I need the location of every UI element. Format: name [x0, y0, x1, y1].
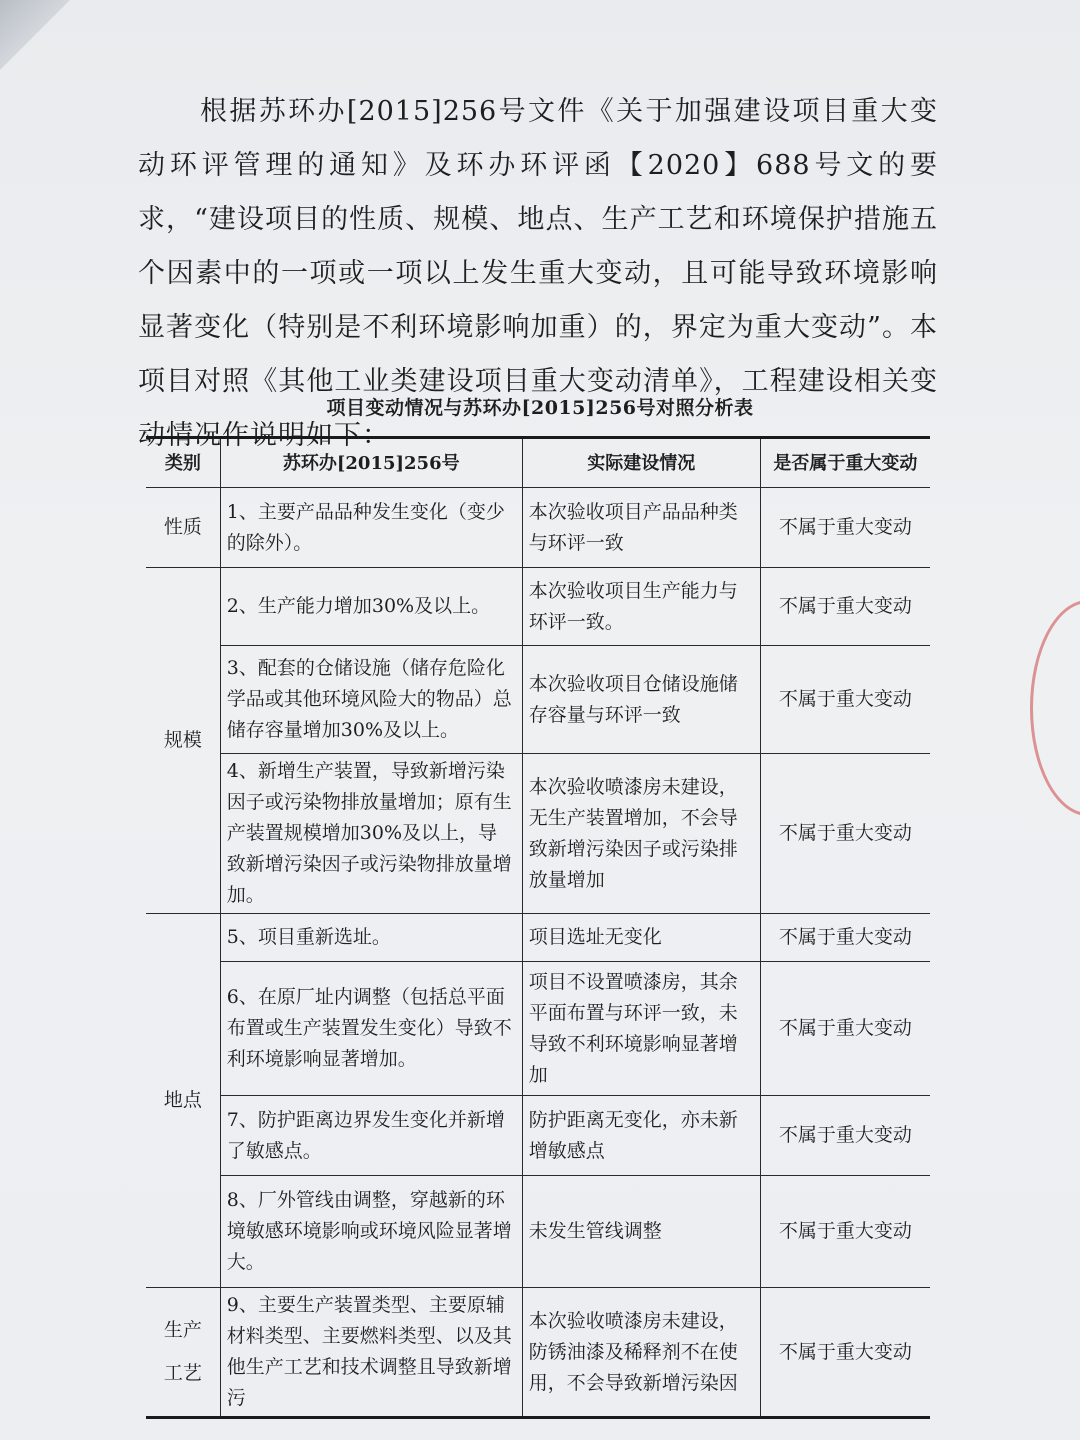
result-cell: 不属于重大变动	[760, 646, 930, 754]
actual-cell: 本次验收喷漆房未建设，防锈油漆及稀释剂不在使用，不会导致新增污染因	[522, 1288, 760, 1418]
requirement-cell: 6、在原厂址内调整（包括总平面布置或生产装置发生变化）导致不利环境影响显著增加。	[220, 962, 522, 1096]
actual-cell: 项目不设置喷漆房，其余平面布置与环评一致，未导致不利环境影响显著增加	[522, 962, 760, 1096]
table-header-row	[146, 438, 930, 488]
table-row	[146, 488, 930, 568]
header-major-change: 是否属于重大变动	[760, 438, 930, 488]
actual-cell: 项目选址无变化	[522, 914, 760, 962]
header-category: 类别	[146, 438, 220, 488]
category-process-line2: 工艺	[163, 1362, 202, 1384]
category-cell-process	[146, 1288, 220, 1418]
category-cell-location: 地点	[146, 914, 220, 1288]
comparison-table	[146, 436, 930, 1419]
requirement-cell: 5、项目重新选址。	[220, 914, 522, 962]
category-cell-scale: 规模	[146, 568, 220, 914]
table-row	[146, 1176, 930, 1288]
result-cell: 不属于重大变动	[760, 1096, 930, 1176]
actual-cell: 防护距离无变化，亦未新增敏感点	[522, 1096, 760, 1176]
table-row	[146, 914, 930, 962]
actual-cell: 本次验收项目产品品种类与环评一致	[522, 488, 760, 568]
actual-cell: 本次验收项目仓储设施储存容量与环评一致	[522, 646, 760, 754]
actual-cell: 未发生管线调整	[522, 1176, 760, 1288]
requirement-cell: 1、主要产品品种发生变化（变少的除外）。	[220, 488, 522, 568]
category-process-line1: 生产	[163, 1319, 202, 1341]
requirement-cell: 8、厂外管线由调整，穿越新的环境敏感环境影响或环境风险显著增大。	[220, 1176, 522, 1288]
result-cell: 不属于重大变动	[760, 568, 930, 646]
intro-paragraph: 根据苏环办[2015]256号文件《关于加强建设项目重大变动环评管理的通知》及环办环评函【2020】688号文的要求，“建设项目的性质、规模、地点、生产工艺和环境保护措施五个因素中的一项或一项以上发生重大变动，且可能导致环境影响显著变化（特别是不利环境影响加重）的，界定为重大变动”。本项目对照《其他工业类建设项目重大变动清单》，工程建设相关变动情况作说明如下：	[138, 96, 938, 451]
table-row	[146, 646, 930, 754]
result-cell: 不属于重大变动	[760, 914, 930, 962]
result-cell: 不属于重大变动	[760, 488, 930, 568]
requirement-cell: 7、防护距离边界发生变化并新增了敏感点。	[220, 1096, 522, 1176]
red-seal-stamp	[1030, 600, 1080, 816]
actual-cell: 本次验收喷漆房未建设，无生产装置增加，不会导致新增污染因子或污染排放量增加	[522, 754, 760, 914]
result-cell: 不属于重大变动	[760, 1288, 930, 1418]
page-corner-shadow	[0, 0, 70, 70]
table-row	[146, 1096, 930, 1176]
table-row	[146, 754, 930, 914]
table-row	[146, 1288, 930, 1418]
requirement-cell: 9、主要生产装置类型、主要原辅材料类型、主要燃料类型、以及其他生产工艺和技术调整且导致新增污	[220, 1288, 522, 1418]
header-requirement: 苏环办[2015]256号	[220, 438, 522, 488]
actual-cell: 本次验收项目生产能力与环评一致。	[522, 568, 760, 646]
requirement-cell: 2、生产能力增加30%及以上。	[220, 568, 522, 646]
requirement-cell: 3、配套的仓储设施（储存危险化学品或其他环境风险大的物品）总储存容量增加30%及以上。	[220, 646, 522, 754]
header-actual: 实际建设情况	[522, 438, 760, 488]
result-cell: 不属于重大变动	[760, 1176, 930, 1288]
table-row	[146, 962, 930, 1096]
category-cell-nature: 性质	[146, 488, 220, 568]
table-row	[146, 568, 930, 646]
result-cell: 不属于重大变动	[760, 962, 930, 1096]
table-title: 项目变动情况与苏环办[2015]256号对照分析表	[326, 397, 754, 419]
requirement-cell: 4、新增生产装置，导致新增污染因子或污染物排放量增加；原有生产装置规模增加30%及以上，导致新增污染因子或污染物排放量增加。	[220, 754, 522, 914]
result-cell: 不属于重大变动	[760, 754, 930, 914]
